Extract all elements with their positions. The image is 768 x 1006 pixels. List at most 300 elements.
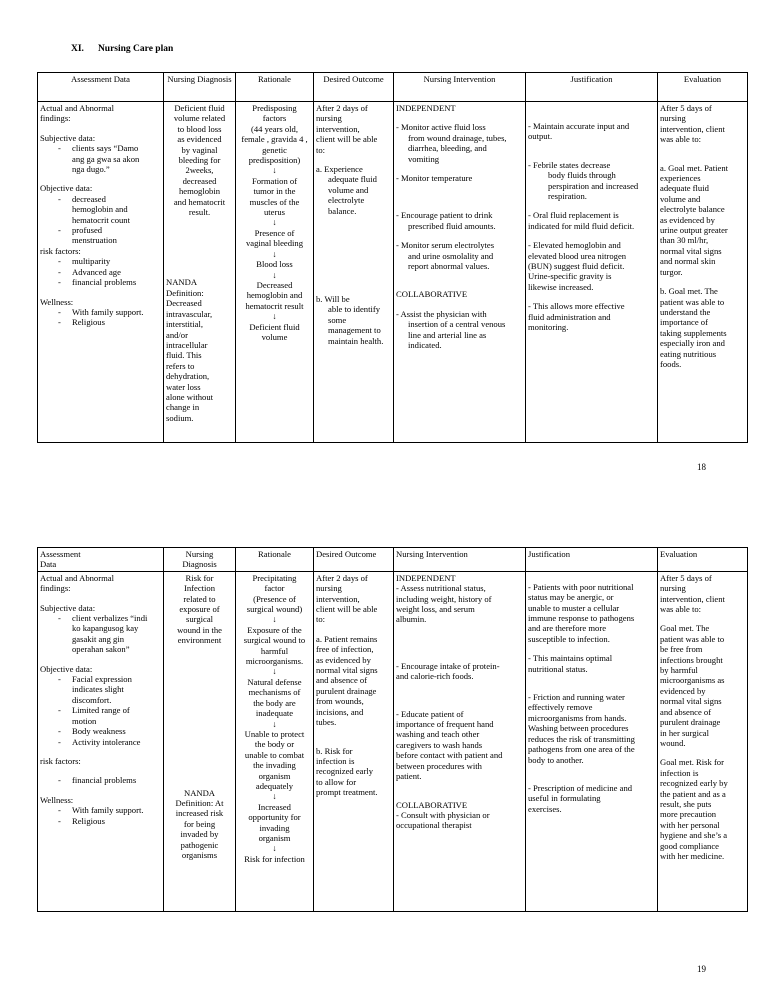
intervention-item bbox=[396, 122, 523, 164]
subjective-label: Subjective data: bbox=[40, 132, 96, 143]
nanda-definition bbox=[166, 788, 233, 861]
text-line: - Monitor serum electrolytes bbox=[396, 240, 495, 251]
text-line: was able to: bbox=[660, 134, 702, 145]
text-line: ↓ bbox=[272, 791, 277, 802]
header-outcome: Desired Outcome bbox=[314, 548, 394, 572]
text-line: to allow for bbox=[316, 776, 357, 787]
text-line: and hematocrit bbox=[173, 196, 226, 207]
intervention-item bbox=[396, 661, 523, 682]
text-line: exercises. bbox=[528, 803, 562, 814]
text-line: understand the bbox=[660, 306, 711, 317]
wellness-label: Wellness: bbox=[40, 794, 74, 805]
text-line: a. Goal met. Patient bbox=[660, 162, 729, 173]
text-line: taking supplements bbox=[660, 327, 727, 338]
text-line: nursing bbox=[316, 113, 342, 124]
text-line: eating nutritious bbox=[660, 348, 717, 359]
text-line: invading bbox=[259, 822, 290, 833]
rationale-cell bbox=[236, 102, 314, 443]
diagnosis-text bbox=[166, 573, 233, 646]
intervention-item bbox=[396, 240, 523, 271]
text-line: microorganisms as bbox=[660, 675, 725, 686]
outcome-a bbox=[316, 634, 391, 728]
justification-item bbox=[528, 121, 655, 142]
text-line: urine output greater bbox=[660, 225, 728, 236]
text-line: - This maintains optimal bbox=[528, 653, 613, 664]
text-line: volume bbox=[261, 331, 288, 342]
justification-item bbox=[528, 582, 655, 644]
text-line: able to identify bbox=[328, 304, 381, 315]
evaluation-b bbox=[660, 757, 745, 861]
intervention-item bbox=[396, 583, 523, 625]
text-line: b. Will be bbox=[316, 294, 350, 305]
text-line: diarrhea, bleeding, and bbox=[408, 143, 487, 154]
text-line: opportunity for bbox=[248, 812, 301, 823]
objective-item: - Facial expression indicates slight discomfort. bbox=[58, 674, 132, 705]
objective-item: - profused menstruation bbox=[58, 225, 117, 246]
page-number: 19 bbox=[697, 964, 706, 974]
text-line: ↓ bbox=[272, 248, 277, 259]
text-line: indicated for mild fluid deficit. bbox=[528, 220, 635, 231]
justification-cell bbox=[526, 571, 658, 911]
header-outcome: Desired Outcome bbox=[314, 73, 394, 102]
text-line: fluid. This bbox=[166, 350, 202, 361]
text-line: - Febrile states decrease bbox=[528, 159, 611, 170]
text-line: exposure of bbox=[179, 604, 220, 615]
text-line: the body or bbox=[254, 739, 295, 750]
text-line: body to another. bbox=[528, 754, 584, 765]
text-line: environment bbox=[177, 635, 222, 646]
text-line: adequately bbox=[255, 780, 294, 791]
header-assessment: Assessment Data bbox=[38, 73, 164, 102]
text-line: as evidenced bbox=[177, 134, 222, 145]
text-line: status may be anergic, or bbox=[528, 592, 614, 603]
text-line: output. bbox=[528, 131, 553, 142]
text-line: experiences bbox=[660, 173, 701, 184]
text-line: wound in the bbox=[177, 624, 222, 635]
justification-cell bbox=[526, 102, 658, 443]
section-title: Nursing Care plan bbox=[97, 44, 174, 54]
text-line: and urine osmolality and bbox=[408, 250, 494, 261]
text-line: from wounds, bbox=[316, 696, 364, 707]
assessment-cell bbox=[38, 102, 164, 443]
text-line: susceptible to infection. bbox=[528, 633, 610, 644]
text-line: surgical wound) bbox=[246, 604, 303, 615]
text-line: intervention, client bbox=[660, 593, 725, 604]
text-line: ↓ bbox=[272, 614, 277, 625]
text-line: microorganisms. bbox=[245, 656, 304, 667]
text-line: indicated. bbox=[408, 340, 442, 351]
text-line: vomiting bbox=[408, 153, 440, 164]
text-line: After 2 days of bbox=[316, 103, 368, 113]
text-line: - Elevated hemoglobin and bbox=[528, 240, 621, 251]
text-line: NANDA bbox=[183, 787, 216, 798]
text-line: patient was able to bbox=[660, 633, 725, 644]
text-line: hygiene and she’s a bbox=[660, 830, 728, 841]
text-line: surgical wound to bbox=[243, 635, 306, 646]
text-line: before contact with patient and bbox=[396, 750, 503, 761]
text-line: adequate fluid bbox=[660, 183, 709, 194]
text-line: Risk for bbox=[185, 572, 214, 583]
text-line: some bbox=[328, 314, 347, 325]
text-line: ↓ bbox=[272, 843, 277, 854]
objective-label: Objective data: bbox=[40, 663, 93, 674]
text-line: maintain health. bbox=[328, 335, 384, 346]
text-line: recognized early by bbox=[660, 778, 728, 789]
evaluation-cell bbox=[658, 571, 748, 911]
text-line: than 30 ml/hr, bbox=[660, 235, 709, 246]
text-line: muscles of the bbox=[249, 196, 300, 207]
rationale-text bbox=[238, 573, 311, 864]
text-line: unable to muster a cellular bbox=[528, 602, 620, 613]
text-line: Decreased bbox=[256, 279, 293, 290]
text-line: - Friction and running water bbox=[528, 692, 625, 703]
justification-item bbox=[528, 160, 655, 202]
evaluation-b bbox=[660, 286, 745, 369]
text-line: Formation of bbox=[251, 175, 298, 186]
assessment-line: findings: bbox=[40, 113, 71, 124]
text-line: as evidenced by bbox=[660, 214, 715, 225]
text-line: result. bbox=[188, 207, 211, 218]
body-row bbox=[38, 102, 748, 443]
objective-item: - decreased hemoglobin and hematocrit count bbox=[58, 193, 130, 225]
text-line: useful in formulating bbox=[528, 793, 601, 804]
text-line: perspiration and increased bbox=[548, 180, 639, 191]
outcome-preamble bbox=[316, 573, 391, 625]
text-line: washing and teach other bbox=[396, 729, 480, 740]
text-line: to: bbox=[316, 614, 326, 625]
text-line: - Patients with poor nutritional bbox=[528, 581, 634, 592]
wellness-label: Wellness: bbox=[40, 296, 74, 307]
text-line: organisms bbox=[181, 850, 218, 861]
header-intervention: Nursing Intervention bbox=[394, 548, 526, 572]
header-intervention: Nursing Intervention bbox=[394, 73, 526, 102]
text-line: purulent drainage bbox=[660, 717, 721, 728]
text-line: caregivers to wash hands bbox=[396, 739, 483, 750]
diagnosis-cell bbox=[164, 571, 236, 911]
text-line: and/or bbox=[166, 329, 188, 340]
text-line: - This allows more effective bbox=[528, 301, 625, 312]
text-line: respiration. bbox=[548, 191, 587, 202]
text-line: adequate fluid bbox=[328, 174, 377, 185]
text-line: immune response to pathogens bbox=[528, 613, 635, 624]
risk-item: - Advanced age bbox=[58, 266, 121, 277]
text-line: line and arterial line as bbox=[408, 329, 487, 340]
text-line: the body are bbox=[253, 697, 296, 708]
text-line: fluid administration and bbox=[528, 311, 611, 322]
text-line: - Educate patient of bbox=[396, 708, 464, 719]
independent-label: INDEPENDENT bbox=[396, 572, 456, 583]
text-line: decreased bbox=[182, 175, 217, 186]
text-line: wound. bbox=[660, 737, 686, 748]
justification-item bbox=[528, 653, 655, 674]
subjective-label: Subjective data: bbox=[40, 602, 96, 613]
text-line: inadequate bbox=[255, 708, 294, 719]
page-number: 18 bbox=[697, 462, 706, 472]
header-row bbox=[38, 548, 748, 572]
evaluation-preamble bbox=[660, 103, 745, 145]
text-line: mechanisms of bbox=[248, 687, 301, 698]
objective-item: - Limited range of motion bbox=[58, 705, 130, 726]
text-line: alone without bbox=[166, 391, 214, 402]
intervention-cell bbox=[394, 102, 526, 443]
objective-item: - Body weakness bbox=[58, 726, 126, 737]
text-line: invaded by bbox=[180, 829, 219, 840]
text-line: ↓ bbox=[272, 311, 277, 322]
header-rationale: Rationale bbox=[236, 73, 314, 102]
text-line: more precaution bbox=[660, 809, 717, 820]
text-line: occupational therapist bbox=[396, 820, 472, 831]
section-number: XI. bbox=[71, 44, 84, 54]
text-line: intravascular, bbox=[166, 308, 213, 319]
diagnosis-cell bbox=[164, 102, 236, 443]
text-line: patient. bbox=[396, 771, 422, 782]
text-line: Blood loss bbox=[256, 259, 293, 270]
text-line: infection is bbox=[316, 755, 355, 766]
text-line: Predisposing bbox=[252, 103, 297, 113]
text-line: (BUN) suggest fluid deficit. bbox=[528, 261, 625, 272]
header-diagnosis: Nursing Diagnosis bbox=[164, 548, 236, 572]
text-line: was able to: bbox=[660, 604, 702, 615]
text-line: insertion of a central venous bbox=[408, 319, 506, 330]
evaluation-cell bbox=[658, 102, 748, 443]
text-line: free of infection, bbox=[316, 644, 374, 655]
text-line: After 5 days of bbox=[660, 572, 712, 583]
text-line: recognized early bbox=[316, 766, 374, 777]
justification-item bbox=[528, 301, 655, 332]
outcome-b bbox=[316, 746, 391, 798]
evaluation-a bbox=[660, 163, 745, 277]
header-diagnosis: Nursing Diagnosis bbox=[164, 73, 236, 102]
header-justification: Justification bbox=[526, 73, 658, 102]
rationale-text bbox=[238, 103, 311, 342]
text-line: reduces the risk of transmitting bbox=[528, 733, 635, 744]
text-line: related to bbox=[183, 593, 216, 604]
text-line: Precipitating bbox=[252, 572, 297, 583]
text-line: evidenced by bbox=[660, 685, 706, 696]
wellness-item: - With family support. bbox=[58, 805, 144, 816]
text-line: volume and bbox=[328, 184, 369, 195]
text-line: the invading bbox=[253, 760, 296, 771]
text-line: vaginal bleeding bbox=[245, 238, 304, 249]
outcome-a bbox=[316, 164, 391, 216]
objective-item: - Activity intolerance bbox=[58, 736, 141, 747]
text-line: ↓ bbox=[272, 718, 277, 729]
text-line: tumor in the bbox=[253, 186, 296, 197]
text-line: effectively remove bbox=[528, 702, 593, 713]
text-line: - Consult with physician or bbox=[396, 809, 490, 820]
text-line: electrolyte bbox=[328, 195, 365, 206]
text-line: in her surgical bbox=[660, 727, 710, 738]
evaluation-preamble bbox=[660, 573, 745, 615]
text-line: result, she puts bbox=[660, 798, 712, 809]
text-line: After 2 days of bbox=[316, 572, 368, 583]
text-line: 2weeks, bbox=[185, 165, 214, 176]
text-line: (Presence of bbox=[253, 593, 296, 604]
risk-item: - financial problems bbox=[58, 277, 137, 288]
text-line: purulent drainage bbox=[316, 685, 377, 696]
text-line: bleeding for bbox=[178, 155, 221, 166]
text-line: surgical bbox=[185, 614, 214, 625]
text-line: client will be able bbox=[316, 134, 378, 145]
assessment-cell bbox=[38, 571, 164, 911]
text-line: importance of frequent hand bbox=[396, 719, 494, 730]
text-line: and calorie-rich foods. bbox=[396, 671, 474, 682]
text-line: good compliance bbox=[660, 840, 719, 851]
text-line: dehydration, bbox=[166, 371, 210, 382]
subjective-item: - client verbalizes “indi ko kapangusog kay gasakit ang gin operahan sakon” bbox=[58, 613, 148, 655]
subjective-item: - clients says “Damo ang ga gwa sa akon nga dugo.” bbox=[58, 143, 140, 175]
text-line: - Monitor temperature bbox=[396, 173, 473, 184]
text-line: uterus bbox=[263, 207, 285, 218]
text-line: NANDA bbox=[166, 277, 198, 288]
text-line: infections brought bbox=[660, 654, 723, 665]
text-line: Goal met. Risk for bbox=[660, 757, 724, 768]
text-line: hemoglobin and bbox=[246, 290, 303, 301]
text-line: organism bbox=[258, 770, 291, 781]
intervention-cell bbox=[394, 571, 526, 911]
text-line: importance of bbox=[660, 317, 708, 328]
text-line: monitoring. bbox=[528, 322, 569, 333]
text-line: - Encourage patient to drink bbox=[396, 210, 493, 221]
text-line: normal vital signs bbox=[316, 665, 378, 676]
text-line: - Assess nutritional status, bbox=[396, 583, 486, 594]
text-line: likewise increased. bbox=[528, 281, 594, 292]
text-line: Natural defense bbox=[247, 676, 302, 687]
care-plan-table-2 bbox=[37, 547, 748, 912]
intervention-item bbox=[396, 173, 523, 183]
text-line: Infection bbox=[183, 583, 216, 594]
text-line: After 5 days of bbox=[660, 103, 712, 113]
text-line: pathogens from one area of the bbox=[528, 744, 635, 755]
text-line: nursing bbox=[316, 583, 342, 594]
text-line: b. Risk for bbox=[316, 745, 353, 756]
text-line: electrolyte balance bbox=[660, 204, 725, 215]
header-row bbox=[38, 73, 748, 102]
text-line: with her personal bbox=[660, 819, 720, 830]
text-line: genetic bbox=[262, 144, 287, 155]
text-line: prescribed fluid amounts. bbox=[408, 220, 496, 231]
text-line: especially iron and bbox=[660, 338, 725, 349]
text-line: factors bbox=[262, 113, 287, 124]
objective-label: Objective data: bbox=[40, 183, 93, 194]
header-assessment: Assessment Data bbox=[38, 548, 164, 572]
text-line: Decreased bbox=[166, 298, 202, 309]
outcome-cell bbox=[314, 571, 394, 911]
text-line: with her medicine. bbox=[660, 850, 725, 861]
text-line: Definition: bbox=[166, 287, 204, 298]
collaborative-label: COLLABORATIVE bbox=[396, 289, 468, 300]
text-line: Definition: At bbox=[175, 798, 224, 809]
text-line: ↓ bbox=[272, 269, 277, 280]
risk-item: - financial problems bbox=[58, 775, 137, 786]
text-line: management to bbox=[328, 325, 381, 336]
text-line: and absence of bbox=[660, 706, 712, 717]
text-line: Increased bbox=[258, 801, 291, 812]
text-line: - Oral fluid replacement is bbox=[528, 210, 619, 221]
rationale-cell bbox=[236, 571, 314, 911]
collaborative-label: COLLABORATIVE bbox=[396, 799, 468, 810]
justification-item bbox=[528, 210, 655, 231]
header-rationale: Rationale bbox=[236, 548, 314, 572]
text-line: ↓ bbox=[272, 217, 277, 228]
text-line: to: bbox=[316, 144, 326, 155]
text-line: - Prescription of medicine and bbox=[528, 782, 633, 793]
text-line: sodium. bbox=[166, 412, 194, 423]
text-line: Deficient fluid bbox=[174, 103, 225, 113]
risk-label: risk factors: bbox=[40, 755, 81, 766]
assessment-line: findings: bbox=[40, 583, 71, 594]
text-line: - Assist the physician with bbox=[396, 308, 487, 319]
text-line: increased risk bbox=[175, 808, 224, 819]
text-line: report abnormal values. bbox=[408, 261, 490, 272]
text-line: intervention, bbox=[316, 123, 360, 134]
text-line: microorganisms from hands. bbox=[528, 712, 627, 723]
text-line: as evidenced by bbox=[316, 654, 371, 665]
justification-item bbox=[528, 783, 655, 814]
text-line: from wound drainage, tubes, bbox=[408, 132, 507, 143]
header-evaluation: Evaluation bbox=[658, 73, 748, 102]
text-line: normal vital signs bbox=[660, 696, 722, 707]
text-line: albumin. bbox=[396, 614, 427, 625]
text-line: ↓ bbox=[272, 666, 277, 677]
justification-item bbox=[528, 240, 655, 292]
care-plan-table-1 bbox=[37, 72, 748, 443]
text-line: interstitial, bbox=[166, 319, 203, 330]
text-line: volume related bbox=[173, 113, 226, 124]
text-line: b. Goal met. The bbox=[660, 286, 718, 297]
text-line: (44 years old, bbox=[250, 123, 298, 134]
text-line: Unable to protect bbox=[244, 728, 305, 739]
text-line: and normal skin bbox=[660, 256, 716, 267]
text-line: balance. bbox=[328, 205, 357, 216]
text-line: predisposition) bbox=[248, 155, 301, 166]
risk-label: risk factors: bbox=[40, 245, 81, 256]
intervention-item bbox=[396, 210, 523, 231]
wellness-item: - With family support. bbox=[58, 306, 144, 317]
text-line: - Encourage intake of protein- bbox=[396, 660, 500, 671]
text-line: factor bbox=[264, 583, 285, 594]
assessment-line: Actual and Abnormal bbox=[40, 103, 114, 113]
text-line: Exposure of the bbox=[247, 624, 302, 635]
text-line: nursing bbox=[660, 113, 686, 124]
text-line: hematocrit result bbox=[245, 300, 304, 311]
text-line: pathogenic bbox=[180, 839, 219, 850]
text-line: including weight, history of bbox=[396, 593, 492, 604]
text-line: by harmful bbox=[660, 665, 698, 676]
risk-item: - multiparity bbox=[58, 256, 111, 267]
text-line: organism bbox=[258, 832, 291, 843]
text-line: Deficient fluid bbox=[249, 321, 300, 332]
text-line: patient was able to bbox=[660, 296, 725, 307]
text-line: unable to combat bbox=[244, 749, 305, 760]
outcome-b bbox=[316, 294, 391, 346]
text-line: intervention, client bbox=[660, 123, 725, 134]
text-line: for being bbox=[183, 818, 216, 829]
text-line: weight loss, and serum bbox=[396, 604, 475, 615]
text-line: and are therefore more bbox=[528, 623, 607, 634]
diagnosis-text bbox=[166, 103, 233, 217]
outcome-preamble bbox=[316, 103, 391, 155]
text-line: Washing between procedures bbox=[528, 723, 629, 734]
wellness-item: - Religious bbox=[58, 815, 105, 826]
text-line: to blood loss bbox=[177, 123, 222, 134]
text-line: a. Experience bbox=[316, 164, 363, 175]
body-row bbox=[38, 571, 748, 911]
text-line: prompt treatment. bbox=[316, 787, 378, 798]
text-line: water loss bbox=[166, 381, 201, 392]
text-line: incisions, and bbox=[316, 706, 364, 717]
text-line: and absence of bbox=[316, 675, 368, 686]
